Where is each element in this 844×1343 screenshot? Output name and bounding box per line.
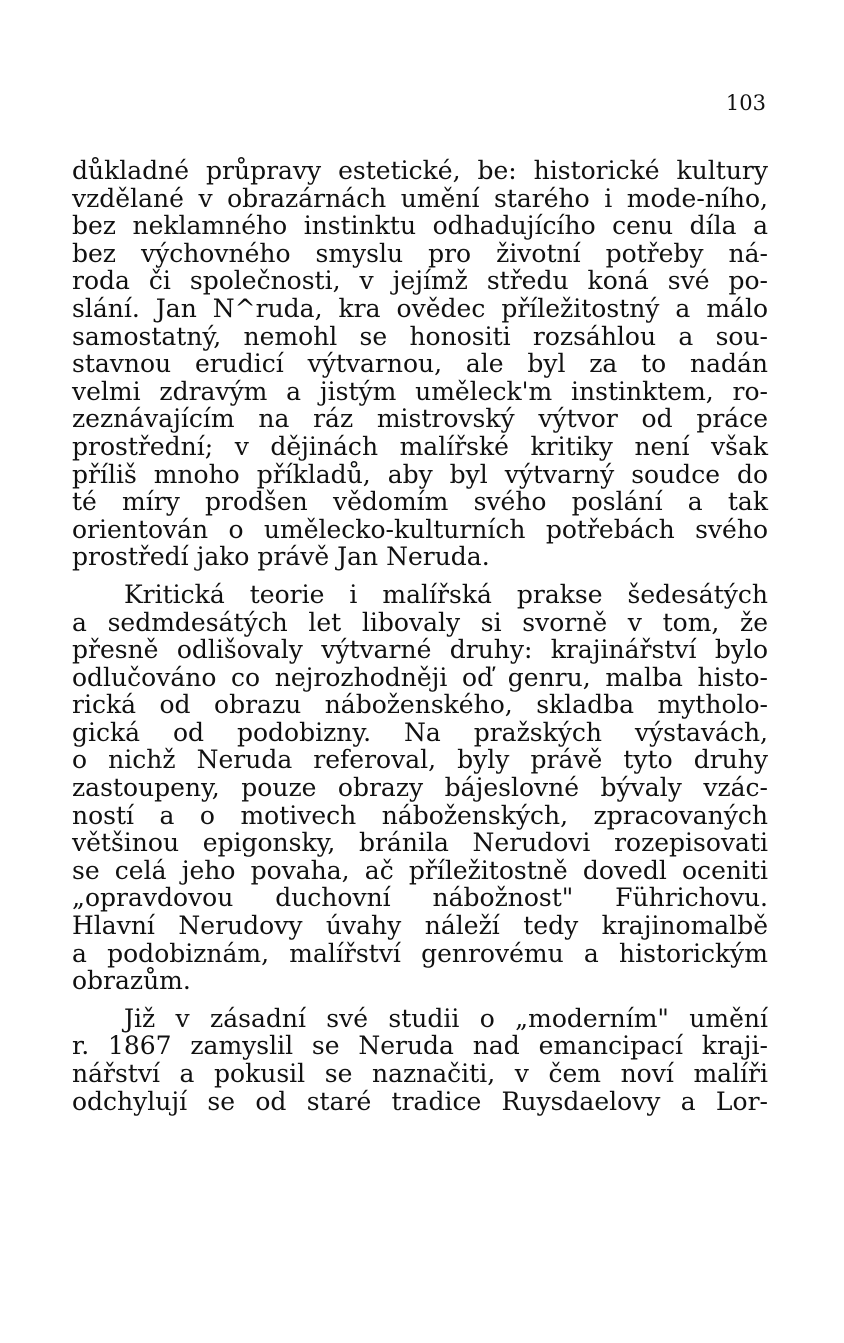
text-line: rická od obrazu náboženského, skladba mytholo- <box>72 690 768 720</box>
text-line: většinou epigonsky, bránila Nerudovi rozepisovati <box>72 828 768 858</box>
text-line: odchylují se od staré tradice Ruysdaelovy a Lor- <box>72 1086 768 1116</box>
text-line: vzdělané v obrazárnách umění starého i mode-ního, <box>72 183 768 213</box>
page-number: 103 <box>725 91 766 115</box>
text-line: o nichž Neruda referoval, byly právě tyto druhy <box>72 745 768 775</box>
text-line: „opravdovou duchovní nábožnost" Führichovu. <box>72 883 768 913</box>
text-line: bez neklamného instinktu odhadujícího cenu díla a <box>72 211 768 241</box>
text-line: ností a o motivech náboženských, zpracovaných <box>72 800 768 830</box>
text-line: samostatný, nemohl se honositi rozsáhlou a sou- <box>72 321 768 351</box>
text-line: příliš mnoho příkladů, aby byl výtvarný soudce do <box>72 459 768 489</box>
text-line: důkladné průpravy estetické, be: historické kultury <box>72 156 768 185</box>
text-line: přesně odlišovaly výtvarné druhy: krajinářství bylo <box>72 635 768 665</box>
text-line: se celá jeho povaha, ač příležitostně dovedl oceniti <box>72 855 768 885</box>
text-line: a podobiznám, malířství genrovému a historickým <box>72 938 768 968</box>
text-line: zeznávajícím na ráz mistrovský výtvor od práce <box>72 404 768 434</box>
text-line: zastoupeny, pouze obrazy bájeslovné bývaly vzác- <box>72 773 768 803</box>
paragraph-2 <box>72 581 768 995</box>
text-line: slání. Jan N^ruda, kra ovědec příležitostný a málo <box>72 293 768 323</box>
text-line: prostřední; v dějinách malířské kritiky není však <box>72 431 768 461</box>
text-line: prostředí jako právě Jan Neruda. <box>72 542 490 572</box>
text-line: a sedmdesátých let libovaly si svorně v tom, že <box>72 607 768 637</box>
text-line: Již v zásadní své studii o „moderním" umění <box>124 1003 768 1033</box>
text-line: té míry prodšen vědomím svého poslání a tak <box>72 487 768 517</box>
text-line: nářství a pokusil se naznačiti, v čem noví malíři <box>72 1059 768 1088</box>
text-line: Kritická teorie i malířská prakse šedesátých <box>124 579 768 609</box>
text-line: Hlavní Nerudovy úvahy náleží tedy krajinomalbě <box>72 911 768 941</box>
text-line: obrazům. <box>72 966 191 996</box>
text-line: bez výchovného smyslu pro životní potřeby ná- <box>72 238 768 268</box>
text-line: stavnou erudicí výtvarnou, ale byl za to nadán <box>72 349 768 379</box>
paragraph-1 <box>72 157 768 571</box>
text-line: orientován o umělecko-kulturních potřebách svého <box>72 514 768 544</box>
text-line: gická od podobizny. Na pražských výstavách, <box>72 717 768 747</box>
text-line: velmi zdravým a jistým uměleck'm instinktem, ro- <box>72 376 768 406</box>
text-line: roda či společnosti, v jejímž středu koná své po- <box>72 266 768 296</box>
paragraph-3 <box>72 1005 768 1115</box>
text-line: r. 1867 zamyslil se Neruda nad emancipací kraji- <box>72 1031 768 1061</box>
body-text <box>72 157 768 1115</box>
text-line: odlučováno co nejrozhodněji oď genru, malba histo- <box>72 662 768 692</box>
